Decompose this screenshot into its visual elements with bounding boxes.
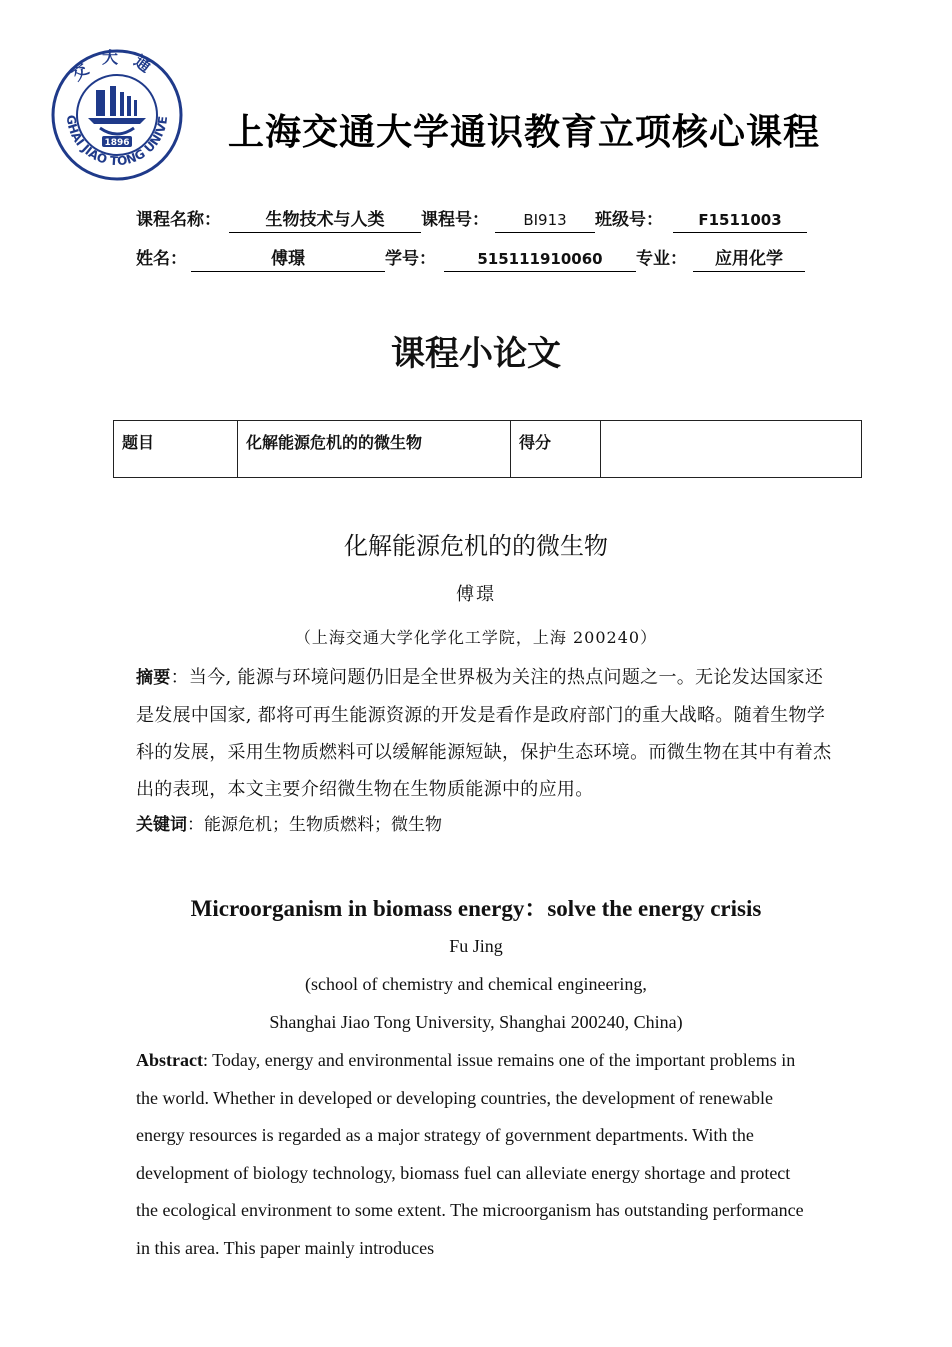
chinese-paper-title: 化解能源危机的的微生物: [344, 532, 608, 560]
university-logo: [50, 48, 184, 182]
score-value-cell: [601, 421, 862, 478]
svg-text:SHANGHAI JIAO TONG UNIVERSITY: GHAI JIAO TONG UNIVE: [63, 114, 171, 169]
course-info-row-2: [136, 244, 805, 272]
major-value: 应用化学: [693, 249, 805, 272]
student-id-label: 学号：: [385, 249, 436, 269]
university-course-title: 上海交通大学通识教育立项核心课程: [228, 112, 821, 153]
class-no-value: F1511003: [673, 210, 807, 233]
course-name-value: 生物技术与人类: [229, 210, 421, 233]
name-label: 姓名：: [136, 249, 187, 269]
class-no-label: 班级号：: [595, 210, 663, 230]
english-author: Fu Jing: [449, 936, 503, 956]
chinese-author: 傅璟: [456, 584, 496, 605]
english-affiliation-line-1: (school of chemistry and chemical engineering,: [305, 974, 647, 994]
course-name-label: 课程名称：: [136, 210, 221, 230]
chinese-keywords: [136, 810, 836, 835]
chinese-affiliation: （上海交通大学化学化工学院，上海 200240）: [294, 628, 658, 647]
course-no-value: BI913: [495, 210, 595, 233]
course-info-row-1: [136, 205, 807, 233]
topic-label-cell: 题目: [114, 421, 238, 478]
major-label: 专业：: [636, 249, 687, 269]
document-type-heading: 课程小论文: [391, 334, 561, 374]
chinese-abstract-text: ：当今, 能源与环境问题仍旧是全世界极为关注的热点问题之一。无论发达国家还是发展中国家, 都将可再生能源资源的开发是看作是政府部门的重大战略。随着生物学科的发展，采用生物质燃料可以缓解能源短缺，保护生态环境。而微生物在其中有着杰出的表现，本文主要介绍微生物在生物质能源中的应用。: [136, 667, 832, 800]
name-value: 傅璟: [191, 249, 385, 272]
english-abstract: [136, 1042, 816, 1268]
score-label-cell: 得分: [511, 421, 601, 478]
student-id-value: 515111910060: [444, 249, 636, 272]
chinese-abstract: [136, 659, 836, 808]
course-no-label: 课程号：: [421, 210, 489, 230]
topic-value-cell: 化解能源危机的的微生物: [238, 421, 511, 478]
chinese-keywords-label: 关键词: [136, 815, 187, 835]
english-abstract-label: Abstract: [136, 1050, 203, 1070]
university-seal-icon: [50, 48, 184, 182]
chinese-abstract-label: 摘要: [136, 668, 171, 688]
svg-text:交大通: 交大通: [67, 48, 167, 85]
topic-score-table: [113, 420, 862, 478]
english-paper-title: Microorganism in biomass energy：solve the energy crisis: [190, 896, 762, 921]
english-affiliation-line-2: Shanghai Jiao Tong University, Shanghai 200240, China): [269, 1012, 683, 1032]
chinese-keywords-text: ：能源危机；生物质燃料；微生物: [187, 815, 442, 835]
table-row: [114, 421, 862, 478]
english-abstract-text: : Today, energy and environmental issue remains one of the important problems in the world. Whether in developed or developing countries, the development of renewable energy resources is regarded as a major strategy of government departments. With the development of biology technology, biomass fuel can alleviate energy shortage and protect the ecological environment to some extent. The microorganism has outstanding performance in this area. This paper mainly introduces: [136, 1050, 804, 1258]
svg-text:1896: 1896: [104, 138, 130, 148]
